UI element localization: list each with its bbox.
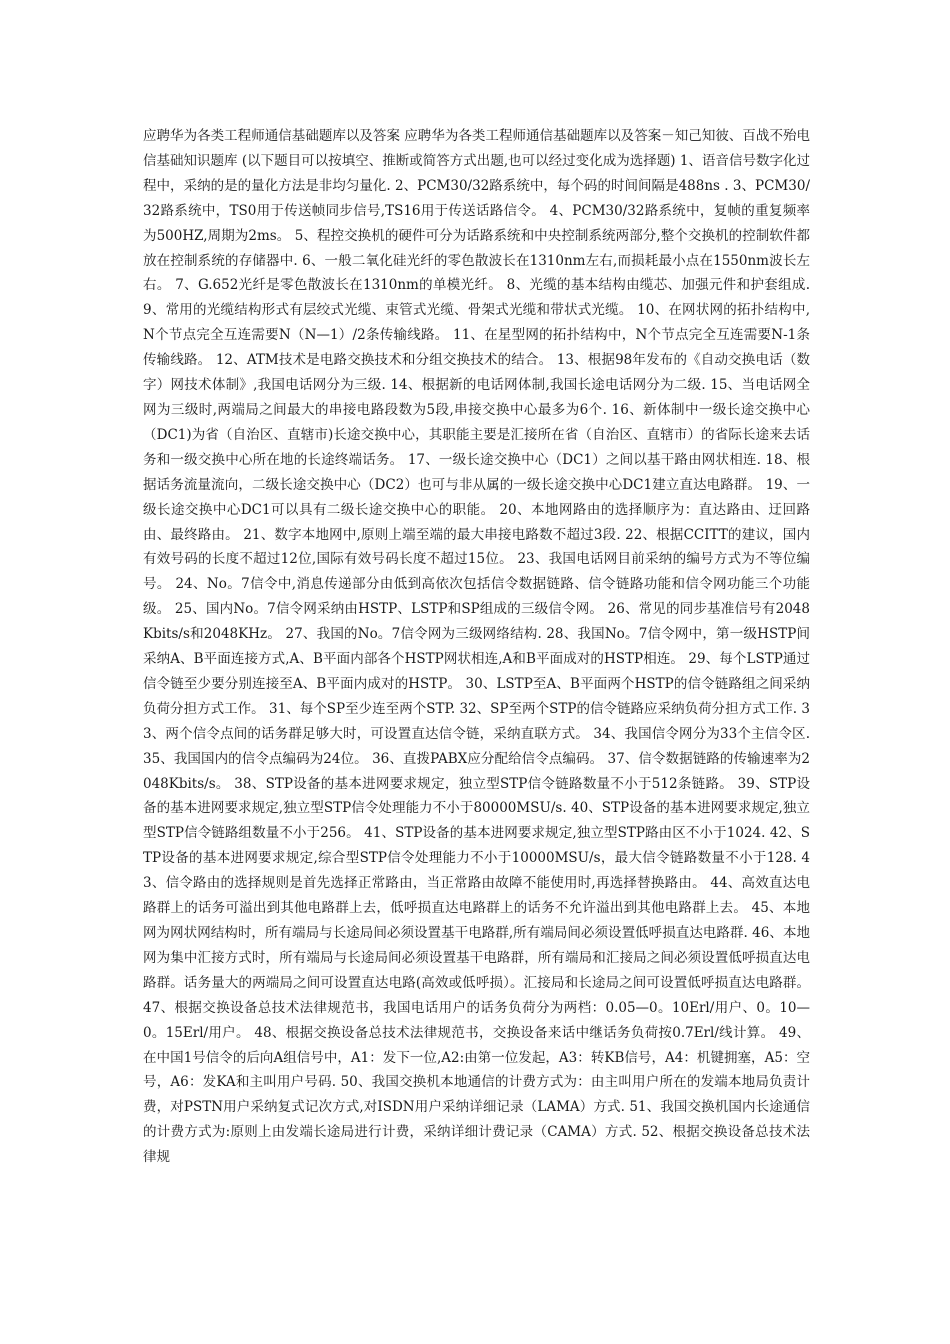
document-body <box>143 124 810 1170</box>
body-paragraph: 应聘华为各类工程师通信基础题库以及答案 应聘华为各类工程师通信基础题库以及答案－知己知彼、百战不殆电信基础知识题库 (以下题目可以按填空、推断或简答方式出题,也可以经过变化成为选择题) 1、语音信号数字化过程中，采纳的是的量化方法是非均匀量化. 2、PCM30/32路系统中，每个码的时间间隔是488ns . 3、PCM30/32路系统中，TS0用于传送帧同步信号,TS16用于传送话路信令。 4、PCM30/32路系统中，复帧的重复频率为500HZ,周期为2ms。 5、程控交换机的硬件可分为话路系统和中央控制系统两部分,整个交换机的控制软件都放在控制系统的存储器中. 6、一般二氧化硅光纤的零色散波长在1310nm左右,而损耗最小点在1550nm波长左右。 7、G.652光纤是零色散波长在1310nm的单模光纤。 8、光缆的基本结构由缆芯、加强元件和护套组成. 9、常用的光缆结构形式有层绞式光缆、束管式光缆、骨架式光缆和带状式光缆。 10、在网状网的拓扑结构中,N个节点完全互连需要N（N—1）/2条传输线路。 11、在星型网的拓扑结构中，N个节点完全互连需要N-1条传输线路。 12、ATM技术是电路交换技术和分组交换技术的结合。 13、根据98年发布的《自动交换电话（数字）网技术体制》,我国电话网分为三级. 14、根据新的电话网体制,我国长途电话网分为二级. 15、当电话网全网为三级时,两端局之间最大的串接电路段数为5段,串接交换中心最多为6个. 16、新体制中一级长途交换中心（DC1)为省（自治区、直辖市)长途交换中心，其职能主要是汇接所在省（自治区、直辖市）的省际长途来去话务和一级交换中心所在地的长途终端话务。 17、一级长途交换中心（DC1）之间以基干路由网状相连. 18、根据话务流量流向，二级长途交换中心（DC2）也可与非从属的一级长途交换中心DC1建立直达电路群。 19、一级长途交换中心DC1可以具有二级长途交换中心的职能。 20、本地网路由的选择顺序为：直达路由、迂回路由、最终路由。 21、数字本地网中,原则上端至端的最大串接电路数不超过3段. 22、根据CCITT的建议，国内有效号码的长度不超过12位,国际有效号码长度不超过15位。 23、我国电话网目前采纳的编号方式为不等位编号。 24、No。7信令中,消息传递部分由低到高依次包括信令数据链路、信令链路功能和信令网功能三个功能级。 25、国内No。7信令网采纳由HSTP、LSTP和SP组成的三级信令网。 26、常见的同步基准信号有2048Kbits/s和2048KHz。 27、我国的No。7信令网为三级网络结构. 28、我国No。7信令网中，第一级HSTP间采纳A、B平面连接方式,A、B平面内部各个HSTP网状相连,A和B平面成对的HSTP相连。 29、每个LSTP通过信令链至少要分别连接至A、B平面内成对的HSTP。 30、LSTP至A、B平面两个HSTP的信令链路组之间采纳负荷分担方式工作。 31、每个SP至少连至两个STP. 32、SP至两个STP的信令链路应采纳负荷分担方式工作. 33、两个信令点间的话务群足够大时，可设置直达信令链，采纳直联方式。 34、我国信令网分为33个主信令区. 35、我国国内的信令点编码为24位。 36、直拨PABX应分配给信令点编码。 37、信令数据链路的传输速率为2048Kbits/s。 38、STP设备的基本进网要求规定，独立型STP信令链路数量不小于512条链路。 39、STP设备的基本进网要求规定,独立型STP信令处理能力不小于80000MSU/s. 40、STP设备的基本进网要求规定,独立型STP信令链路组数量不小于256。 41、STP设备的基本进网要求规定,独立型STP路由区不小于1024. 42、STP设备的基本进网要求规定,综合型STP信令处理能力不小于10000MSU/s，最大信令链路数量不小于128. 43、信令路由的选择规则是首先选择正常路由，当正常路由故障不能使用时,再选择替换路由。 44、高效直达电路群上的话务可溢出到其他电路群上去，低呼损直达电路群上的话务不允许溢出到其他电路群上去。 45、本地网为网状网结构时，所有端局与长途局间必须设置基干电路群,所有端局间必须设置低呼损直达电路群. 46、本地网为集中汇接方式时，所有端局与长途局间必须设置基干电路群，所有端局和汇接局之间必须设置低呼损直达电路群。话务量大的两端局之间可设置直达电路(高效或低呼损）。汇接局和长途局之间可设置低呼损直达电路群。 47、根据交换设备总技术法律规范书，我国电话用户的话务负荷分为两档：0.05—0。10Erl/用户、0。10—0。15Erl/用户。 48、根据交换设备总技术法律规范书，交换设备来话中继话务负荷按0.7Erl/线计算。 49、在中国1号信令的后向A组信号中，A1：发下一位,A2:由第一位发起，A3：转KB信号，A4：机键拥塞，A5：空号，A6：发KA和主叫用户号码. 50、我国交换机本地通信的计费方式为：由主叫用户所在的发端本地局负责计费，对PSTN用户采纳复式记次方式,对ISDN用户采纳详细记录（LAMA）方式. 51、我国交换机国内长途通信的计费方式为:原则上由发端长途局进行计费，采纳详细计费记录（CAMA）方式. 52、根据交换设备总技术法律规 <box>143 128 810 1166</box>
